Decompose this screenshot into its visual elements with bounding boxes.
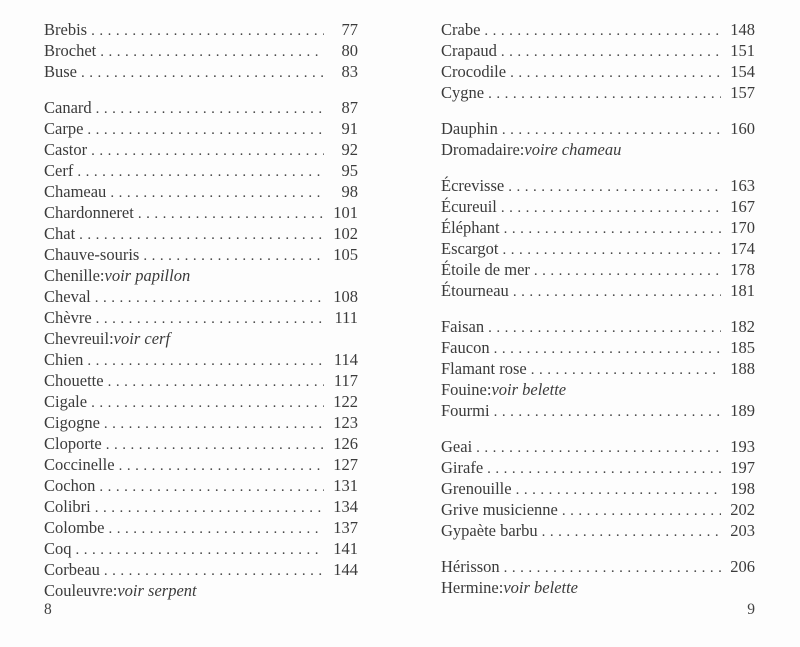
entry-page-number: 163	[730, 176, 755, 195]
toc-entry	[44, 433, 358, 454]
entry-page-number: 197	[730, 458, 755, 477]
toc-entry	[441, 238, 755, 259]
entry-page-number: 148	[730, 20, 755, 39]
toc-entry	[44, 307, 358, 328]
toc-entry	[44, 118, 358, 139]
entry-name: Cygne	[441, 83, 485, 102]
toc-entry	[44, 286, 358, 307]
toc-group	[441, 118, 755, 160]
entry-page-number: 122	[333, 392, 358, 411]
entry-name: Gypaète barbu	[441, 521, 538, 540]
toc-entry	[441, 337, 755, 358]
dot-leader	[484, 82, 721, 105]
entry-name: Chenille	[44, 266, 100, 285]
entry-page-number: 114	[333, 350, 358, 369]
entry-name: Flamant rose	[441, 359, 527, 378]
dot-leader	[87, 139, 324, 162]
entry-name: Cochon	[44, 476, 96, 495]
dot-leader	[104, 370, 324, 393]
entry-page-number: 80	[341, 41, 358, 60]
entry-page-number: 185	[730, 338, 755, 357]
toc-group	[441, 19, 755, 103]
entry-page-number: 111	[334, 308, 358, 327]
toc-entry	[441, 400, 755, 421]
cross-ref-target: voir papillon	[104, 266, 191, 285]
cross-ref-separator: :	[486, 380, 492, 399]
entry-name: Brochet	[44, 41, 97, 60]
entry-page-number: 160	[730, 119, 755, 138]
entry-page-number: 95	[341, 161, 358, 180]
dot-leader	[538, 520, 721, 543]
entry-page-number: 203	[730, 521, 755, 540]
toc-entry	[44, 244, 358, 265]
entry-page-number: 127	[333, 455, 358, 474]
entry-name: Hérisson	[441, 557, 500, 576]
dot-leader	[100, 559, 324, 582]
entry-name: Écrevisse	[441, 176, 505, 195]
entry-name: Carpe	[44, 119, 84, 138]
dot-leader	[483, 457, 721, 480]
toc-entry	[44, 475, 358, 496]
dot-leader	[100, 412, 324, 435]
dot-leader	[506, 61, 721, 84]
toc-entry	[441, 556, 755, 577]
dot-leader	[490, 400, 721, 423]
toc-entry	[44, 349, 358, 370]
entry-page-number: 108	[333, 287, 358, 306]
entry-page-number: 101	[333, 203, 358, 222]
dot-leader	[91, 496, 324, 519]
dot-leader	[102, 433, 324, 456]
toc-column-right	[441, 19, 755, 598]
dot-leader	[527, 358, 721, 381]
entry-page-number: 144	[333, 560, 358, 579]
toc-entry	[441, 175, 755, 196]
toc-cross-reference-entry	[441, 139, 755, 160]
dot-leader	[105, 517, 325, 540]
dot-leader	[77, 61, 324, 84]
entry-name: Fouine	[441, 380, 487, 399]
cross-ref-target: voir serpent	[117, 581, 197, 600]
entry-page-number: 117	[333, 371, 358, 390]
toc-entry	[44, 391, 358, 412]
entry-name: Chat	[44, 224, 76, 243]
toc-entry	[441, 196, 755, 217]
dot-leader	[72, 538, 324, 561]
toc-entry	[441, 82, 755, 103]
toc-group	[441, 556, 755, 598]
entry-name: Colibri	[44, 497, 91, 516]
entry-name: Fourmi	[441, 401, 490, 420]
entry-name: Chauve-souris	[44, 245, 140, 264]
entry-page-number: 167	[730, 197, 755, 216]
toc-entry	[44, 61, 358, 82]
cross-ref-target: voir belette	[491, 380, 567, 399]
toc-entry	[44, 160, 358, 181]
dot-leader	[504, 175, 721, 198]
entry-name: Cerf	[44, 161, 74, 180]
entry-name: Couleuvre	[44, 581, 113, 600]
right-page	[400, 0, 800, 647]
entry-page-number: 174	[730, 239, 755, 258]
cross-ref-target: voir belette	[503, 578, 579, 597]
entry-page-number: 92	[341, 140, 358, 159]
entry-name: Étoile de mer	[441, 260, 530, 279]
entry-name: Chevreuil	[44, 329, 110, 348]
entry-name: Faisan	[441, 317, 485, 336]
cross-ref-separator: :	[519, 140, 525, 159]
dot-leader	[498, 238, 721, 261]
toc-entry	[441, 436, 755, 457]
entry-name: Buse	[44, 62, 77, 81]
dot-leader	[75, 223, 324, 246]
entry-name: Grenouille	[441, 479, 512, 498]
toc-group	[441, 316, 755, 421]
dot-leader	[500, 556, 721, 579]
toc-cross-reference-entry	[44, 328, 358, 349]
entry-name: Dromadaire	[441, 140, 520, 159]
toc-cross-reference-entry	[44, 580, 358, 601]
entry-name: Étourneau	[441, 281, 509, 300]
toc-entry	[441, 40, 755, 61]
entry-name: Coccinelle	[44, 455, 115, 474]
entry-name: Écureuil	[441, 197, 497, 216]
dot-leader	[530, 259, 721, 282]
entry-page-number: 137	[333, 518, 358, 537]
toc-entry	[44, 139, 358, 160]
cross-ref-target: voir cerf	[113, 329, 171, 348]
entry-name: Cigogne	[44, 413, 100, 432]
toc-group	[441, 436, 755, 541]
dot-leader	[558, 499, 721, 522]
dot-leader	[498, 118, 721, 141]
entry-page-number: 126	[333, 434, 358, 453]
dot-leader	[96, 40, 324, 63]
entry-name: Castor	[44, 140, 88, 159]
entry-page-number: 157	[730, 83, 755, 102]
toc-cross-reference-entry	[44, 265, 358, 286]
entry-page-number: 193	[730, 437, 755, 456]
toc-entry	[441, 478, 755, 499]
entry-name: Cloporte	[44, 434, 102, 453]
entry-name: Girafe	[441, 458, 484, 477]
toc-entry	[44, 223, 358, 244]
dot-leader	[106, 181, 324, 204]
dot-leader	[480, 19, 721, 42]
toc-entry	[441, 499, 755, 520]
dot-leader	[509, 280, 721, 303]
cross-ref-separator: :	[109, 329, 114, 348]
toc-group	[441, 175, 755, 301]
toc-entry	[44, 454, 358, 475]
entry-page-number: 154	[730, 62, 755, 81]
toc-group	[44, 97, 358, 601]
entry-page-number: 134	[333, 497, 358, 516]
dot-leader	[497, 196, 721, 219]
entry-page-number: 123	[333, 413, 358, 432]
entry-page-number: 102	[333, 224, 358, 243]
entry-name: Dauphin	[441, 119, 498, 138]
toc-entry	[44, 559, 358, 580]
entry-name: Colombe	[44, 518, 105, 537]
dot-leader	[91, 286, 324, 309]
dot-leader	[95, 475, 324, 498]
toc-entry	[44, 202, 358, 223]
dot-leader	[139, 244, 324, 267]
entry-name: Faucon	[441, 338, 490, 357]
entry-name: Corbeau	[44, 560, 100, 579]
entry-name: Chèvre	[44, 308, 92, 327]
toc-entry	[441, 457, 755, 478]
entry-name: Chouette	[44, 371, 104, 390]
entry-page-number: 202	[730, 500, 755, 519]
entry-page-number: 206	[730, 557, 755, 576]
entry-page-number: 181	[730, 281, 755, 300]
entry-page-number: 87	[341, 98, 358, 117]
toc-entry	[44, 97, 358, 118]
entry-page-number: 105	[333, 245, 358, 264]
entry-name: Coq	[44, 539, 72, 558]
entry-name: Escargot	[441, 239, 499, 258]
toc-entry	[441, 259, 755, 280]
toc-entry	[441, 118, 755, 139]
dot-leader	[73, 160, 324, 183]
entry-name: Chardonneret	[44, 203, 134, 222]
page-number-right: 9	[747, 601, 755, 618]
toc-entry	[44, 412, 358, 433]
entry-name: Crabe	[441, 20, 481, 39]
entry-name: Chien	[44, 350, 84, 369]
entry-page-number: 189	[730, 401, 755, 420]
dot-leader	[512, 478, 721, 501]
toc-entry	[44, 370, 358, 391]
dot-leader	[87, 19, 324, 42]
entry-page-number: 188	[730, 359, 755, 378]
entry-page-number: 170	[730, 218, 755, 237]
dot-leader	[115, 454, 324, 477]
entry-page-number: 198	[730, 479, 755, 498]
entry-page-number: 83	[341, 62, 358, 81]
toc-entry	[441, 316, 755, 337]
cross-ref-separator: :	[99, 266, 105, 285]
entry-name: Crapaud	[441, 41, 497, 60]
dot-leader	[87, 391, 324, 414]
toc-entry	[441, 19, 755, 40]
dot-leader	[92, 97, 324, 120]
toc-cross-reference-entry	[441, 379, 755, 400]
toc-entry	[44, 181, 358, 202]
cross-ref-separator: :	[498, 578, 504, 597]
entry-name: Crocodile	[441, 62, 507, 81]
entry-page-number: 131	[333, 476, 358, 495]
cross-ref-separator: :	[112, 581, 118, 600]
entry-name: Hermine	[441, 578, 499, 597]
dot-leader	[484, 316, 721, 339]
entry-name: Cheval	[44, 287, 91, 306]
dot-leader	[490, 337, 721, 360]
toc-entry	[441, 520, 755, 541]
entry-name: Grive musicienne	[441, 500, 558, 519]
dot-leader	[497, 40, 721, 63]
page-number-left: 8	[44, 601, 52, 618]
toc-cross-reference-entry	[441, 577, 755, 598]
dot-leader	[83, 349, 324, 372]
toc-entry	[44, 496, 358, 517]
entry-page-number: 151	[730, 41, 755, 60]
toc-entry	[44, 40, 358, 61]
dot-leader	[92, 307, 324, 330]
entry-page-number: 178	[730, 260, 755, 279]
toc-entry	[44, 538, 358, 559]
entry-page-number: 98	[341, 182, 358, 201]
dot-leader	[83, 118, 324, 141]
entry-name: Cigale	[44, 392, 88, 411]
cross-ref-target: voire chameau	[524, 140, 622, 159]
entry-name: Éléphant	[441, 218, 500, 237]
toc-entry	[44, 19, 358, 40]
dot-leader	[472, 436, 721, 459]
toc-entry	[441, 217, 755, 238]
dot-leader	[500, 217, 721, 240]
toc-entry	[441, 61, 755, 82]
toc-entry	[441, 280, 755, 301]
toc-entry	[441, 358, 755, 379]
entry-page-number: 77	[341, 20, 358, 39]
entry-name: Canard	[44, 98, 92, 117]
entry-name: Brebis	[44, 20, 88, 39]
toc-entry	[44, 517, 358, 538]
entry-name: Chameau	[44, 182, 107, 201]
entry-page-number: 91	[341, 119, 358, 138]
toc-group	[44, 19, 358, 82]
entry-page-number: 141	[333, 539, 358, 558]
entry-name: Geai	[441, 437, 473, 456]
dot-leader	[134, 202, 324, 225]
entry-page-number: 182	[730, 317, 755, 336]
toc-column-left	[44, 19, 358, 601]
